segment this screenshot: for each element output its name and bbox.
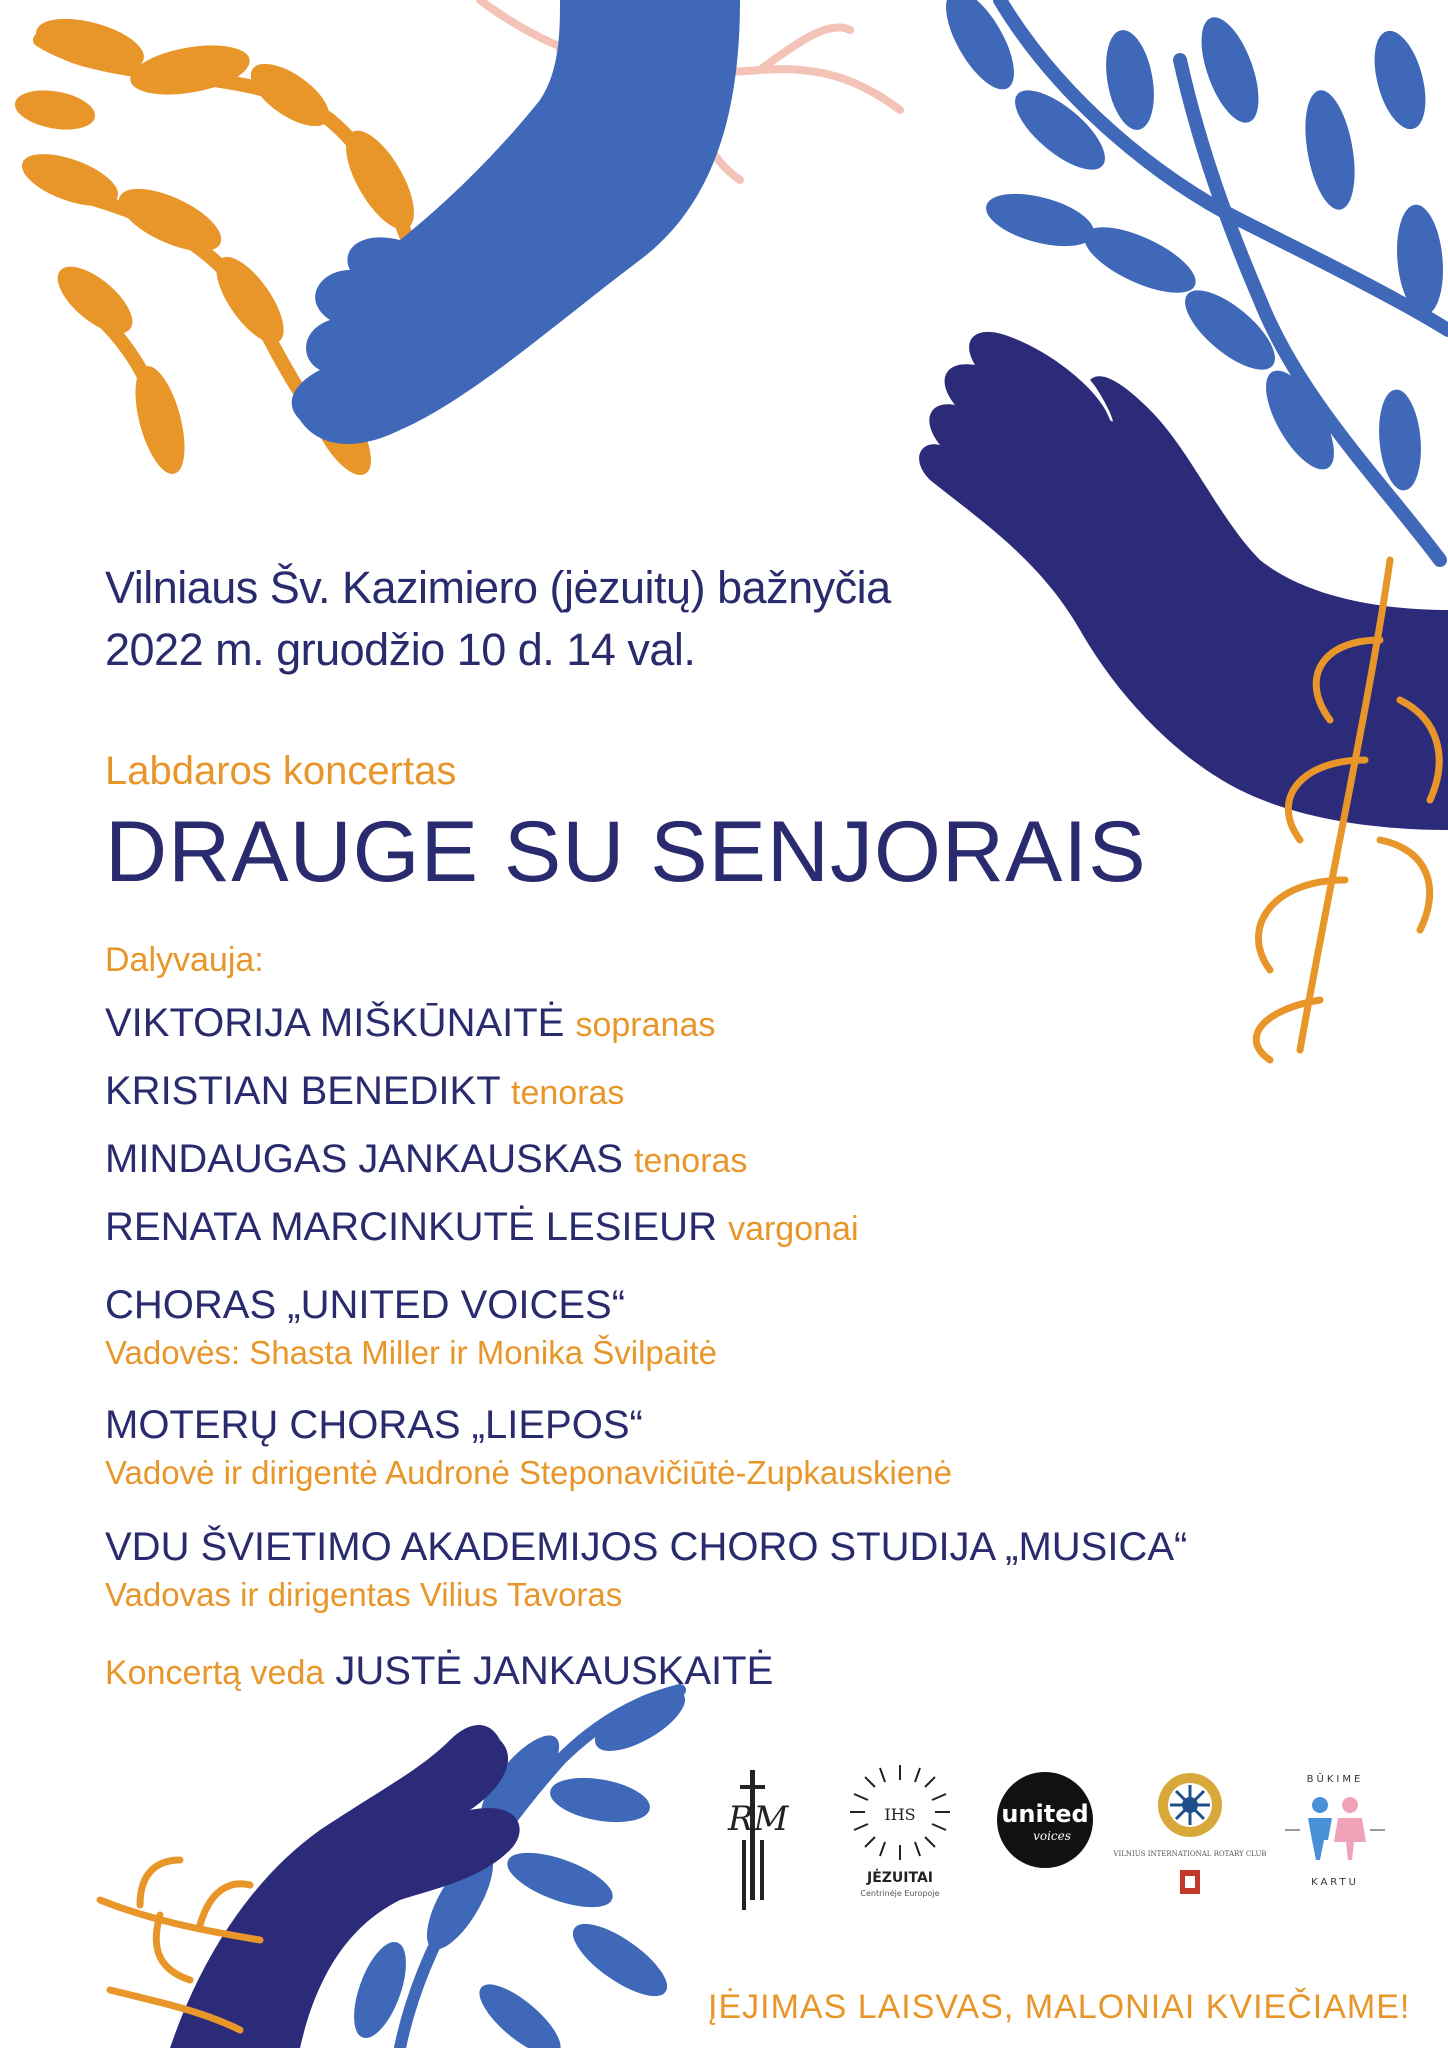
performer-row bbox=[105, 1066, 624, 1118]
host-name: JUSTĖ JANKAUSKAITĖ bbox=[335, 1649, 774, 1693]
svg-text:IHS: IHS bbox=[884, 1805, 916, 1824]
free-entry-footer: ĮĖJIMAS LAISVAS, MALONIAI KVIEČIAME! bbox=[708, 1988, 1411, 2026]
bukime-kartu-logo bbox=[1280, 1760, 1390, 1910]
rotary-logo bbox=[1113, 1760, 1267, 1910]
church-logo bbox=[720, 1760, 790, 1910]
performer-name: KRISTIAN BENEDIKT bbox=[105, 1069, 500, 1113]
choir-leader: Vadovės: Shasta Miller ir Monika Švilpaitė bbox=[105, 1334, 717, 1371]
jesuits-logo bbox=[840, 1760, 960, 1910]
choir-name: VDU ŠVIETIMO AKADEMIJOS CHORO STUDIJA „MUSICA“ bbox=[105, 1525, 1188, 1569]
svg-text:JĖZUITAI: JĖZUITAI bbox=[866, 1870, 934, 1886]
performer-row bbox=[105, 1202, 859, 1254]
performer-name: MINDAUGAS JANKAUSKAS bbox=[105, 1137, 623, 1181]
choir-leader: Vadovas ir dirigentas Vilius Tavoras bbox=[105, 1576, 623, 1613]
svg-text:VILNIUS INTERNATIONAL ROTARY C: VILNIUS INTERNATIONAL ROTARY CLUB bbox=[1113, 1850, 1267, 1858]
choir-name: MOTERŲ CHORAS „LIEPOS“ bbox=[105, 1403, 643, 1447]
event-title: DRAUGE SU SENJORAIS bbox=[105, 804, 1147, 900]
performer-row bbox=[105, 998, 715, 1050]
svg-text:voices: voices bbox=[1033, 1829, 1071, 1843]
performer-role: vargonai bbox=[728, 1210, 859, 1248]
svg-text:KARTU: KARTU bbox=[1311, 1877, 1359, 1888]
performer-row bbox=[105, 1134, 747, 1186]
svg-text:RM: RM bbox=[728, 1799, 789, 1839]
performer-role: tenoras bbox=[511, 1074, 625, 1112]
event-subtitle: Labdaros koncertas bbox=[105, 749, 457, 793]
united-voices-logo bbox=[990, 1760, 1100, 1910]
performer-role: sopranas bbox=[575, 1006, 716, 1044]
performer-name: VIKTORIJA MIŠKŪNAITĖ bbox=[105, 1001, 565, 1045]
choir-leader: Vadovė ir dirigentė Audronė Steponavičiūtė-Zupkauskienė bbox=[105, 1454, 952, 1491]
svg-text:united: united bbox=[1001, 1800, 1089, 1828]
performer-role: tenoras bbox=[634, 1142, 748, 1180]
host-label: Koncertą veda bbox=[105, 1654, 325, 1692]
performer-name: RENATA MARCINKUTĖ LESIEUR bbox=[105, 1205, 717, 1249]
host-row bbox=[105, 1646, 773, 1698]
blue-hand-top bbox=[292, 0, 740, 444]
navy-hand-right bbox=[919, 332, 1448, 830]
choir-name: CHORAS „UNITED VOICES“ bbox=[105, 1283, 626, 1327]
participants-heading: Dalyvauja: bbox=[105, 941, 264, 979]
sponsor-logos bbox=[715, 1760, 1395, 1910]
venue-text: Vilniaus Šv. Kazimiero (jėzuitų) bažnyčia bbox=[105, 562, 891, 613]
svg-text:BŪKIME: BŪKIME bbox=[1306, 1774, 1364, 1785]
event-datetime: 2022 m. gruodžio 10 d. 14 val. bbox=[105, 624, 696, 675]
svg-text:Centrinėje Europoje: Centrinėje Europoje bbox=[860, 1889, 940, 1898]
